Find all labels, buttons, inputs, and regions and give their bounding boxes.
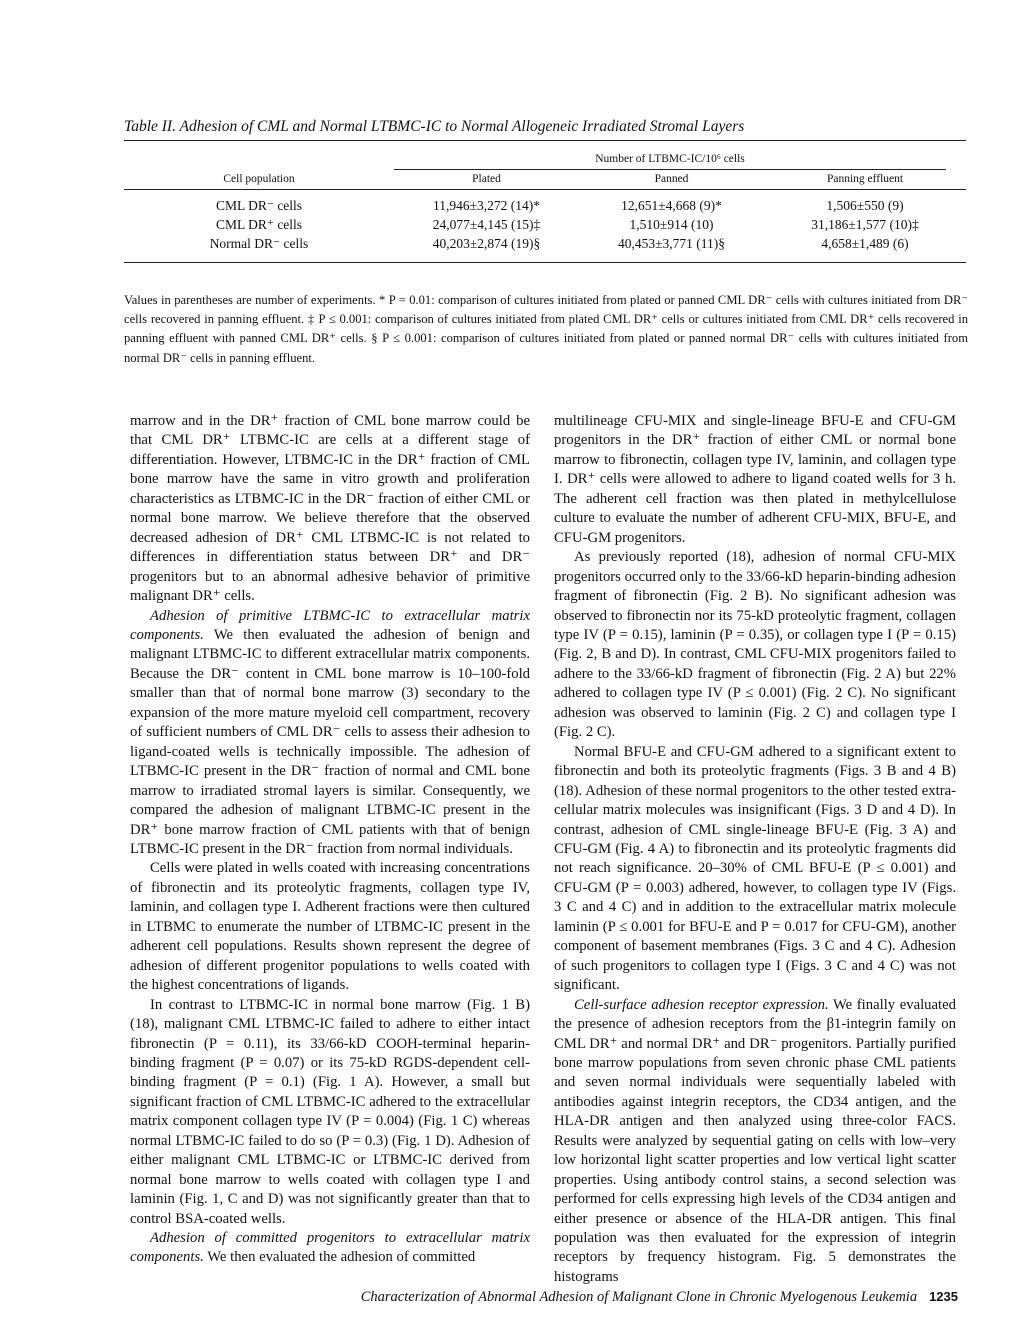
table-caption: Table II. Adhesion of CML and Normal LTBMC-IC to Normal Allogeneic Irradiated Stromal Layers xyxy=(124,118,745,135)
paragraph-text: Cells were plated in wells coated with increasing concentrations of fibronectin and its proteolytic fragments, collagen type IV, laminin, and collagen type I. Adherent fractions were then cultured in LTBMC to enumerate the number of LTBMC-IC present in the adherent cell populations. Results shown represent the degree of adhesion of different progenitor populations to wells coated with the highest concentrations of ligands. xyxy=(130,860,530,994)
cell: Normal DR⁻ cells xyxy=(209,236,309,251)
paragraph xyxy=(554,548,956,743)
data-table xyxy=(124,170,966,189)
paragraph-text: In contrast to LTBMC-IC in normal bone marrow (Fig. 1 B) (18), malignant CML LTBMC-IC failed to adhere to either intact fibronectin (P = 0.11), its 33/66-kD COOH-terminal heparin-binding fragment (P = 0.07) or its 75-kD RGDS-dependent cell-binding fragment (P = 0.1) (Fig. 1 A). However, a small but significant fraction of CML LTBMC-IC adhered to the extracellular matrix component collagen type IV (P = 0.004) (Fig. 1 C) whereas normal LTBMC-IC failed to do so (P = 0.3) (Fig. 1 D). Adhesion of either malignant CML LTBMC-IC or LTBMC-IC derived from normal bone marrow to wells coated with collagen type I and laminin (Fig. 1, C and D) was not significantly greater than that to control BSA-coated wells. xyxy=(130,996,530,1227)
cell: 40,203±2,874 (19)§ xyxy=(432,236,541,251)
table-bottom-rule xyxy=(124,262,966,263)
left-column xyxy=(130,412,530,1268)
cell: 31,186±1,577 (10)‡ xyxy=(811,217,919,232)
cell: 1,510±914 (10) xyxy=(629,217,714,232)
table-row xyxy=(124,196,966,215)
section-heading: Cell-surface adhesion receptor expression. xyxy=(574,996,829,1013)
paragraph xyxy=(554,412,956,548)
table-row xyxy=(124,234,966,253)
paragraph-text: We then evaluated the adhesion of committed xyxy=(203,1249,476,1266)
paragraph xyxy=(130,412,530,607)
cell: 1,506±550 (9) xyxy=(826,198,904,213)
col-header-panned: Panned xyxy=(654,173,689,185)
paragraph-text: Normal BFU-E and CFU-GM adhered to a significant extent to fibronectin and both its proteolytic fragments (Figs. 3 B and 4 B) (18). Adhesion of these normal progenitors to the other tested extra-cellular matrix molecules was insignificant (Figs. 3 D and 4 D). In contrast, adhesion of CML single-lineage BFU-E (Fig. 3 A) and CFU-GM (Fig. 4 A) to fibronectin and its proteolytic fragments did not reach significance. 20–30% of CML BFU-E (P ≤ 0.001) and CFU-GM (P = 0.003) adhered, however, to collagen type IV (Figs. 3 C and 4 C) and in addition to the extracellular matrix molecule laminin (P ≤ 0.001 for BFU-E and P = 0.017 for CFU-GM), another component of basement membranes (Figs. 3 C and 4 C). Adhesion of such progenitors to collagen type I (Figs. 3 C and 4 C) was not significant. xyxy=(554,743,956,994)
table-body xyxy=(124,196,966,253)
running-title: Characterization of Abnormal Adhesion of Malignant Clone in Chronic Myelogenous Leukemia xyxy=(360,1289,918,1305)
table-row xyxy=(124,215,966,234)
right-column xyxy=(554,412,956,1287)
cell: 40,453±3,771 (11)§ xyxy=(617,236,726,251)
table-footnote: Values in parentheses are number of experiments. * P = 0.01: comparison of cultures initiated from plated or panned CML DR⁻ cells with cultures initiated from DR⁻ cells recovered in panning effluent. ‡ P ≤ 0.001: comparison of cultures initiated from plated CML DR⁺ cells or cultures initiated from CML DR⁺ cells recovered in panning effluent with panned CML DR⁺ cells. § P ≤ 0.001: comparison of cultures initiated from plated or panned normal DR⁻ cells with cultures initiated from normal DR⁻ cells in panning effluent. xyxy=(124,293,968,365)
paragraph xyxy=(554,996,956,1288)
section-heading: Adhesion of primitive LTBMC-IC to extracellular matrix components. xyxy=(130,607,530,643)
paragraph-text: We then evaluated the adhesion of benign and malignant LTBMC-IC to different extracellular matrix components. Because the DR⁻ content in CML bone marrow is 10–100-fold smaller than that of normal bone marrow (3) secondary to the expansion of the more mature myeloid cell compartment, recovery of sufficient numbers of CML DR⁻ cells to assess their adhesion to ligand-coated wells is technically impossible. The adhesion of LTBMC-IC present in the DR⁻ fraction of normal and CML bone marrow to irradiated stromal layers is similar. Consequently, we compared the adhesion of malignant LTBMC-IC present in the DR⁺ bone marrow fraction of CML patients with that of benign LTBMC-IC present in the DR⁻ fraction from normal individuals. xyxy=(130,626,530,857)
adhesion-table xyxy=(124,140,966,263)
header-row xyxy=(124,170,966,189)
running-footer xyxy=(361,1289,958,1306)
paragraph xyxy=(130,607,530,860)
cell: 4,658±1,489 (6) xyxy=(821,236,909,251)
paragraph xyxy=(554,743,956,996)
cell: CML DR⁻ cells xyxy=(215,198,303,213)
cell: CML DR⁺ cells xyxy=(215,217,303,232)
paragraph xyxy=(130,1229,530,1268)
paragraph-text: As previously reported (18), adhesion of normal CFU-MIX progenitors occurred only to the 33/66-kD heparin-binding adhesion fragment of fibronectin (Fig. 2 B). No significant adhesion was observed to fibronectin nor its 75-kD proteolytic fragment, collagen type IV (P = 0.15), laminin (P = 0.35), or collagen type I (P = 0.15) (Fig. 2, B and D). In contrast, CML CFU-MIX progenitors failed to adhere to the 33/66-kD fragment of fibronectin (Fig. 2 A) but 22% adhered to collagen type IV (P ≤ 0.001) (Fig. 2 C). No significant adhesion was observed to laminin (Fig. 2 C) and collagen type I (Fig. 2 C). xyxy=(554,549,956,741)
col-header-plated: Plated xyxy=(472,173,501,185)
col-header-panning-effluent: Panning effluent xyxy=(826,173,904,185)
paragraph-text: multilineage CFU-MIX and single-lineage BFU-E and CFU-GM progenitors in the DR⁺ fraction of either CML or normal bone marrow to fibronectin, collagen type IV, laminin, and collagen type I. DR⁺ cells were allowed to adhere to ligand coated wells for 3 h. The adherent cell fraction was then plated in methylcellulose culture to evaluate the number of adherent CFU-MIX, BFU-E, and CFU-GM progenitors. xyxy=(554,413,956,546)
cell: 11,946±3,272 (14)* xyxy=(432,198,541,213)
page-number: 1235 xyxy=(929,1289,958,1304)
section-heading: Adhesion of committed progenitors to extracellular matrix components. xyxy=(130,1230,530,1266)
paragraph xyxy=(130,859,530,995)
group-header: Number of LTBMC-IC/10⁶ cells xyxy=(595,153,745,165)
paragraph-text: We finally evaluated the presence of adhesion receptors from the β1-integrin family on CML DR⁺ and normal DR⁺ and DR⁻ progenitors. Partially purified bone marrow populations from seven chronic phase CML patients and seven normal individuals were sequentially labeled with antibodies against integrin receptors, the CD34 antigen, and the HLA-DR antigen and then analyzed using three-color FACS. Results were analyzed by sequential gating on cells with low–very low horizontal light scatter properties and low vertical light scatter properties. Using antibody control stains, a second selection was performed for cells expressing high levels of the CD34 antigen and either presence or absence of the HLA-DR antigen. This final population was then evaluated for the expression of integrin receptors by frequency histogram. Fig. 5 demonstrates the histograms xyxy=(554,996,956,1285)
cell: 12,651±4,668 (9)* xyxy=(621,198,722,213)
header-bottom-rule xyxy=(124,189,966,190)
col-header-cell-population: Cell population xyxy=(223,173,295,185)
cell: 24,077±4,145 (15)‡ xyxy=(432,217,541,232)
paragraph xyxy=(130,996,530,1229)
paragraph-text: marrow and in the DR⁺ fraction of CML bone marrow could be that CML DR⁺ LTBMC-IC are cells at a different stage of differentiation. However, LTBMC-IC in the DR⁺ fraction of CML bone marrow have the same in vitro growth and proliferation characteristics as LTBMC-IC in the DR⁻ fraction of either CML or normal bone marrow. We believe therefore that the observed decreased adhesion of DR⁺ CML LTBMC-IC is not related to differences in differentiation status between DR⁺ and DR⁻ progenitors but to an abnormal adhesive behavior of primitive malignant DR⁺ cells. xyxy=(130,413,530,605)
